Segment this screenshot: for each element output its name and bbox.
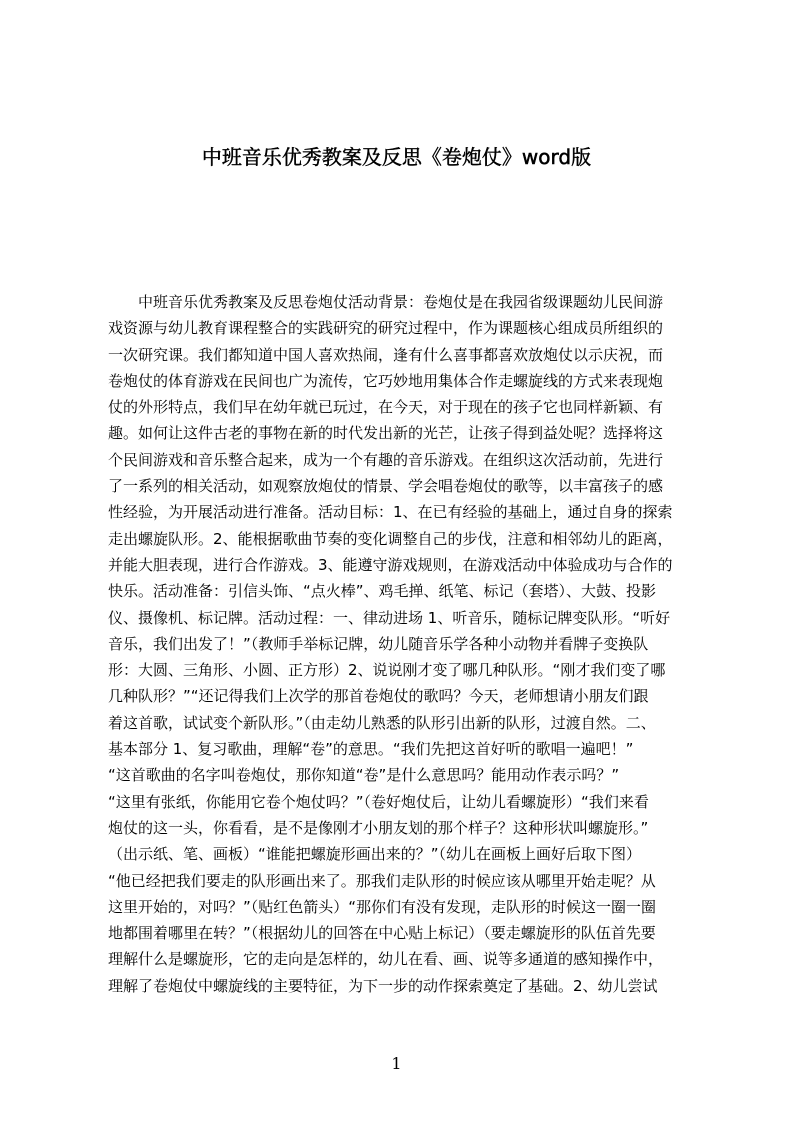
body-text-line: 仗的外形特点，我们早在幼年就已玩过，在今天，对于现在的孩子它也同样新颖、有 (108, 398, 664, 417)
page-number: 1 (391, 1054, 402, 1073)
body-text-line: 卷炮仗的体育游戏在民间也广为流传，它巧妙地用集体合作走螺旋线的方式来表现炮 (108, 371, 664, 390)
body-text-line: 音乐，我们出发了！”（教师手举标记牌，幼儿随音乐学各种小动物并看牌子变换队 (108, 634, 649, 653)
body-text-line: 快乐。活动准备：引信头饰、“点火棒”、鸡毛掸、纸笔、标记（套塔）、大鼓、投影 (108, 582, 657, 601)
body-text-line: 并能大胆表现，进行合作游戏。3、能遵守游戏规则，在游戏活动中体验成功与合作的 (108, 555, 673, 574)
body-text-line: （出示纸、笔、画板）“谁能把螺旋形画出来的？”（幼儿在画板上画好后取下图） (108, 845, 642, 864)
body-text-line: 基本部分 1、复习歌曲，理解“卷”的意思。“我们先把这首好听的歌唱一遍吧！” (108, 740, 634, 759)
body-text-line: 形：大圆、三角形、小圆、正方形）2、说说刚才变了哪几种队形。“刚才我们变了哪 (108, 661, 666, 680)
body-text-line: 趣。如何让这件古老的事物在新的时代发出新的光芒，让孩子得到益处呢？选择将这 (108, 424, 664, 443)
body-text-line: “他已经把我们要走的队形画出来了。那我们走队形的时候应该从哪里开始走呢？从 (108, 871, 656, 890)
body-text-line: 性经验，为开展活动进行准备。活动目标：1、在已有经验的基础上，通过自身的探索 (108, 503, 673, 522)
body-text-line: 炮仗的这一头，你看看，是不是像刚才小朋友划的那个样子？这种形状叫螺旋形。” (108, 818, 649, 837)
body-text-line: 着这首歌，试试变个新队形。”（由走幼儿熟悉的队形引出新的队形，过渡自然。二、 (108, 713, 656, 732)
document-title: 中班音乐优秀教案及反思《卷炮仗》word版 (201, 145, 592, 169)
body-text-line: 个民间游戏和音乐整合起来，成为一个有趣的音乐游戏。在组织这次活动前，先进行 (108, 450, 664, 469)
body-text-line: 走出螺旋队形。2、能根据歌曲节奏的变化调整自己的步伐，注意和相邻幼儿的距离， (108, 529, 673, 548)
body-text-line: 地都围着哪里在转？”（根据幼儿的回答在中心贴上标记）（要走螺旋形的队伍首先要 (108, 924, 656, 943)
body-text-line: 几种队形？”“还记得我们上次学的那首卷炮仗的歌吗？今天，老师想请小朋友们跟 (108, 687, 649, 706)
body-text-line: 理解什么是螺旋形，它的走向是怎样的，幼儿在看、画、说等多通道的感知操作中， (108, 950, 664, 969)
body-paragraph (108, 289, 698, 999)
body-text-line: “这里有张纸，你能用它卷个炮仗吗？”（卷好炮仗后，让幼儿看螺旋形）“我们来看 (108, 792, 649, 811)
body-text-line: 仪、摄像机、标记牌。活动过程：一、律动进场 1、听音乐，随标记牌变队形。“听好 (108, 608, 671, 627)
body-text-line: 了一系列的相关活动，如观察放炮仗的情景、学会唱卷炮仗的歌等，以丰富孩子的感 (108, 477, 664, 496)
body-text-line: 戏资源与幼儿教育课程整合的实践研究的研究过程中，作为课题核心组成员所组织的 (108, 319, 664, 338)
body-text-line: 中班音乐优秀教案及反思卷炮仗活动背景：卷炮仗是在我园省级课题幼儿民间游 (108, 293, 664, 311)
body-text-line: “这首歌曲的名字叫卷炮仗，那你知道“卷”是什么意思吗？能用动作表示吗？” (108, 766, 620, 785)
body-text-line: 一次研究课。我们都知道中国人喜欢热闹，逢有什么喜事都喜欢放炮仗以示庆祝，而 (108, 345, 664, 364)
body-text-line: 理解了卷炮仗中螺旋线的主要特征，为下一步的动作探索奠定了基础。2、幼儿尝试 (108, 976, 658, 995)
body-text-line: 这里开始的，对吗？”（贴红色箭头）“那你们有没有发现，走队形的时候这一圈一圈 (108, 897, 657, 916)
